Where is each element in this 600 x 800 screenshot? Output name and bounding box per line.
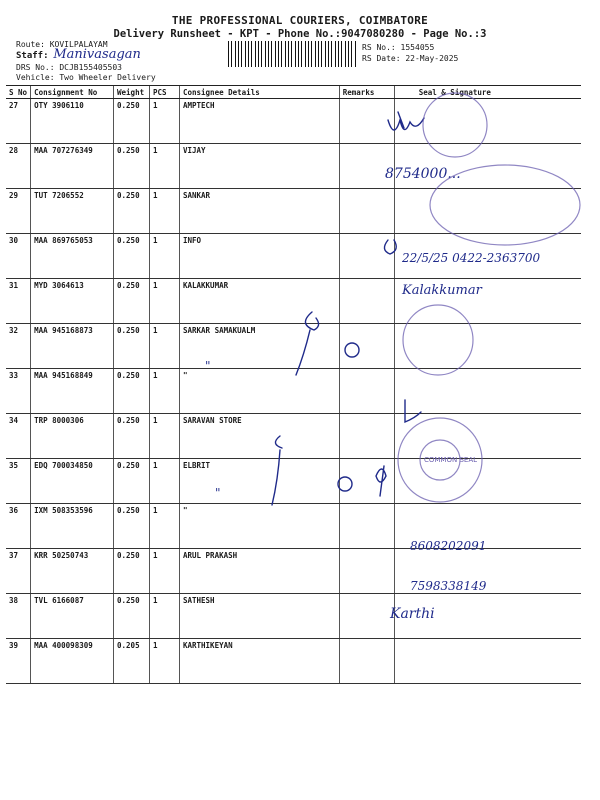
row-sno: 34 — [6, 414, 31, 459]
row-consignment-no: IXM 508353596 — [31, 504, 114, 549]
row-weight: 0.250 — [114, 99, 150, 144]
row-sno: 38 — [6, 594, 31, 639]
row-consignee: SARKAR SAMAKUALM — [179, 324, 339, 369]
table-row — [6, 459, 581, 504]
row-consignee: KARTHIKEYAN — [179, 639, 339, 684]
row-seal-signature — [394, 144, 581, 189]
row-consignment-no: MAA 707276349 — [31, 144, 114, 189]
row-sno: 30 — [6, 234, 31, 279]
table-row — [6, 234, 581, 279]
row-remarks — [339, 594, 394, 639]
row-seal-signature — [394, 594, 581, 639]
row-pcs: 1 — [150, 234, 180, 279]
drs-label: DRS No.: — [16, 63, 55, 72]
row-seal-signature — [394, 549, 581, 594]
elbrit-common-seal: COMMON SEAL — [424, 456, 478, 464]
row-remarks — [339, 414, 394, 459]
table-row — [6, 369, 581, 414]
row-consignment-no: TRP 8000306 — [31, 414, 114, 459]
table-row — [6, 279, 581, 324]
row-consignment-no: OTY 3906110 — [31, 99, 114, 144]
signature-30-text: 22/5/25 0422-2363700 — [402, 251, 541, 265]
route-value: KOVILPALAYAM — [49, 40, 108, 49]
col-sno: S No — [6, 86, 31, 99]
row-seal-signature — [394, 639, 581, 684]
row-consignee: VIJAY — [179, 144, 339, 189]
row-consignment-no: TUT 7206552 — [31, 189, 114, 234]
row-seal-signature — [394, 459, 581, 504]
ditto-36: " — [215, 486, 221, 500]
row-consignee: " — [179, 369, 339, 414]
row-seal-signature — [394, 504, 581, 549]
company-title: THE PROFESSIONAL COURIERS, COIMBATORE — [171, 14, 429, 27]
row-pcs: 1 — [150, 549, 180, 594]
row-weight: 0.250 — [114, 594, 150, 639]
row-weight: 0.250 — [114, 414, 150, 459]
row-consignee: AMPTECH — [179, 99, 339, 144]
row-consignment-no: MYD 3064613 — [31, 279, 114, 324]
row-sno: 39 — [6, 639, 31, 684]
row-remarks — [339, 459, 394, 504]
drs-value: DCJB155405503 — [59, 63, 122, 72]
row-remarks — [339, 504, 394, 549]
row-weight: 0.250 — [114, 144, 150, 189]
row-pcs: 1 — [150, 504, 180, 549]
barcode — [228, 41, 358, 67]
table-row — [6, 414, 581, 459]
row-remarks — [339, 549, 394, 594]
row-pcs: 1 — [150, 324, 180, 369]
vehicle-line — [16, 73, 156, 83]
rs-date-line — [362, 54, 458, 64]
drs-line — [16, 63, 122, 73]
row-seal-signature — [394, 324, 581, 369]
row-remarks — [339, 369, 394, 414]
row-pcs: 1 — [150, 369, 180, 414]
row-pcs: 1 — [150, 639, 180, 684]
row-pcs: 1 — [150, 459, 180, 504]
row-pcs: 1 — [150, 144, 180, 189]
row-remarks — [339, 279, 394, 324]
row-consignee: " — [179, 504, 339, 549]
row-consignment-no: EDQ 700034850 — [31, 459, 114, 504]
row-sno: 31 — [6, 279, 31, 324]
col-remarks: Remarks — [339, 86, 394, 99]
row-consignee: INFO — [179, 234, 339, 279]
rs-no-label: RS No.: — [362, 43, 396, 52]
signature-39: Karthi — [390, 606, 435, 622]
row-sno: 29 — [6, 189, 31, 234]
table-row — [6, 99, 581, 144]
row-seal-signature — [394, 279, 581, 324]
table-row — [6, 639, 581, 684]
row-consignee: KALAKKUMAR — [179, 279, 339, 324]
runsheet-table — [6, 85, 581, 684]
runsheet-subtitle: Delivery Runsheet - KPT - Phone No.:9047080280 - Page No.:3 — [113, 28, 487, 40]
row-consignment-no: MAA 945168849 — [31, 369, 114, 414]
staff-line — [16, 47, 141, 62]
table-row — [6, 144, 581, 189]
row-weight: 0.205 — [114, 639, 150, 684]
row-seal-signature — [394, 234, 581, 279]
table-row — [6, 594, 581, 639]
table-row — [6, 324, 581, 369]
col-consignee: Consignee Details — [179, 86, 339, 99]
row-consignee: SARAVAN STORE — [179, 414, 339, 459]
row-pcs: 1 — [150, 99, 180, 144]
col-pcs: PCS — [150, 86, 180, 99]
row-consignee: ELBRIT — [179, 459, 339, 504]
row-seal-signature — [394, 369, 581, 414]
col-seal-signature: Seal & Signature — [394, 86, 581, 99]
row-pcs: 1 — [150, 594, 180, 639]
row-weight: 0.250 — [114, 324, 150, 369]
row-weight: 0.250 — [114, 504, 150, 549]
col-consignment: Consignment No — [31, 86, 114, 99]
row-consignment-no: MAA 400098309 — [31, 639, 114, 684]
rs-no-line — [362, 43, 434, 53]
table-row — [6, 504, 581, 549]
row-sno: 27 — [6, 99, 31, 144]
row-pcs: 1 — [150, 279, 180, 324]
table-row — [6, 189, 581, 234]
row-sno: 36 — [6, 504, 31, 549]
signature-38: 7598338149 — [410, 579, 487, 593]
row-pcs: 1 — [150, 189, 180, 234]
table-row — [6, 549, 581, 594]
row-sno: 33 — [6, 369, 31, 414]
signature-28: 8754000... — [385, 166, 461, 182]
row-sno: 35 — [6, 459, 31, 504]
row-consignment-no: TVL 6166087 — [31, 594, 114, 639]
vehicle-label: Vehicle: — [16, 73, 55, 82]
ditto-33: " — [205, 359, 211, 373]
row-sno: 32 — [6, 324, 31, 369]
row-seal-signature — [394, 189, 581, 234]
row-remarks — [339, 144, 394, 189]
row-weight: 0.250 — [114, 549, 150, 594]
row-sno: 28 — [6, 144, 31, 189]
col-weight: Weight — [114, 86, 150, 99]
signature-37: 8608202091 — [410, 539, 487, 553]
route-label: Route: — [16, 40, 45, 49]
row-consignee: ARUL PRAKASH — [179, 549, 339, 594]
row-weight: 0.250 — [114, 279, 150, 324]
row-consignment-no: MAA 945168873 — [31, 324, 114, 369]
row-remarks — [339, 639, 394, 684]
row-sno: 37 — [6, 549, 31, 594]
row-remarks — [339, 234, 394, 279]
row-weight: 0.250 — [114, 189, 150, 234]
row-consignment-no: KRR 50250743 — [31, 549, 114, 594]
row-pcs: 1 — [150, 414, 180, 459]
row-weight: 0.250 — [114, 234, 150, 279]
row-consignee: SATHESH — [179, 594, 339, 639]
row-seal-signature — [394, 414, 581, 459]
signature-31: Kalakkumar — [402, 283, 482, 298]
row-seal-signature — [394, 99, 581, 144]
staff-value: Manivasagan — [53, 47, 141, 62]
staff-label: Staff: — [16, 51, 49, 61]
rs-date-label: RS Date: — [362, 54, 401, 63]
table-header — [6, 86, 581, 99]
row-weight: 0.250 — [114, 369, 150, 414]
row-remarks — [339, 99, 394, 144]
row-weight: 0.250 — [114, 459, 150, 504]
rs-no-value: 1554055 — [400, 43, 435, 52]
rs-date-value: 22-May-2025 — [405, 54, 459, 63]
row-remarks — [339, 189, 394, 234]
row-consignment-no: MAA 869765053 — [31, 234, 114, 279]
vehicle-value: Two Wheeler Delivery — [59, 73, 156, 82]
row-remarks — [339, 324, 394, 369]
row-consignee: SANKAR — [179, 189, 339, 234]
